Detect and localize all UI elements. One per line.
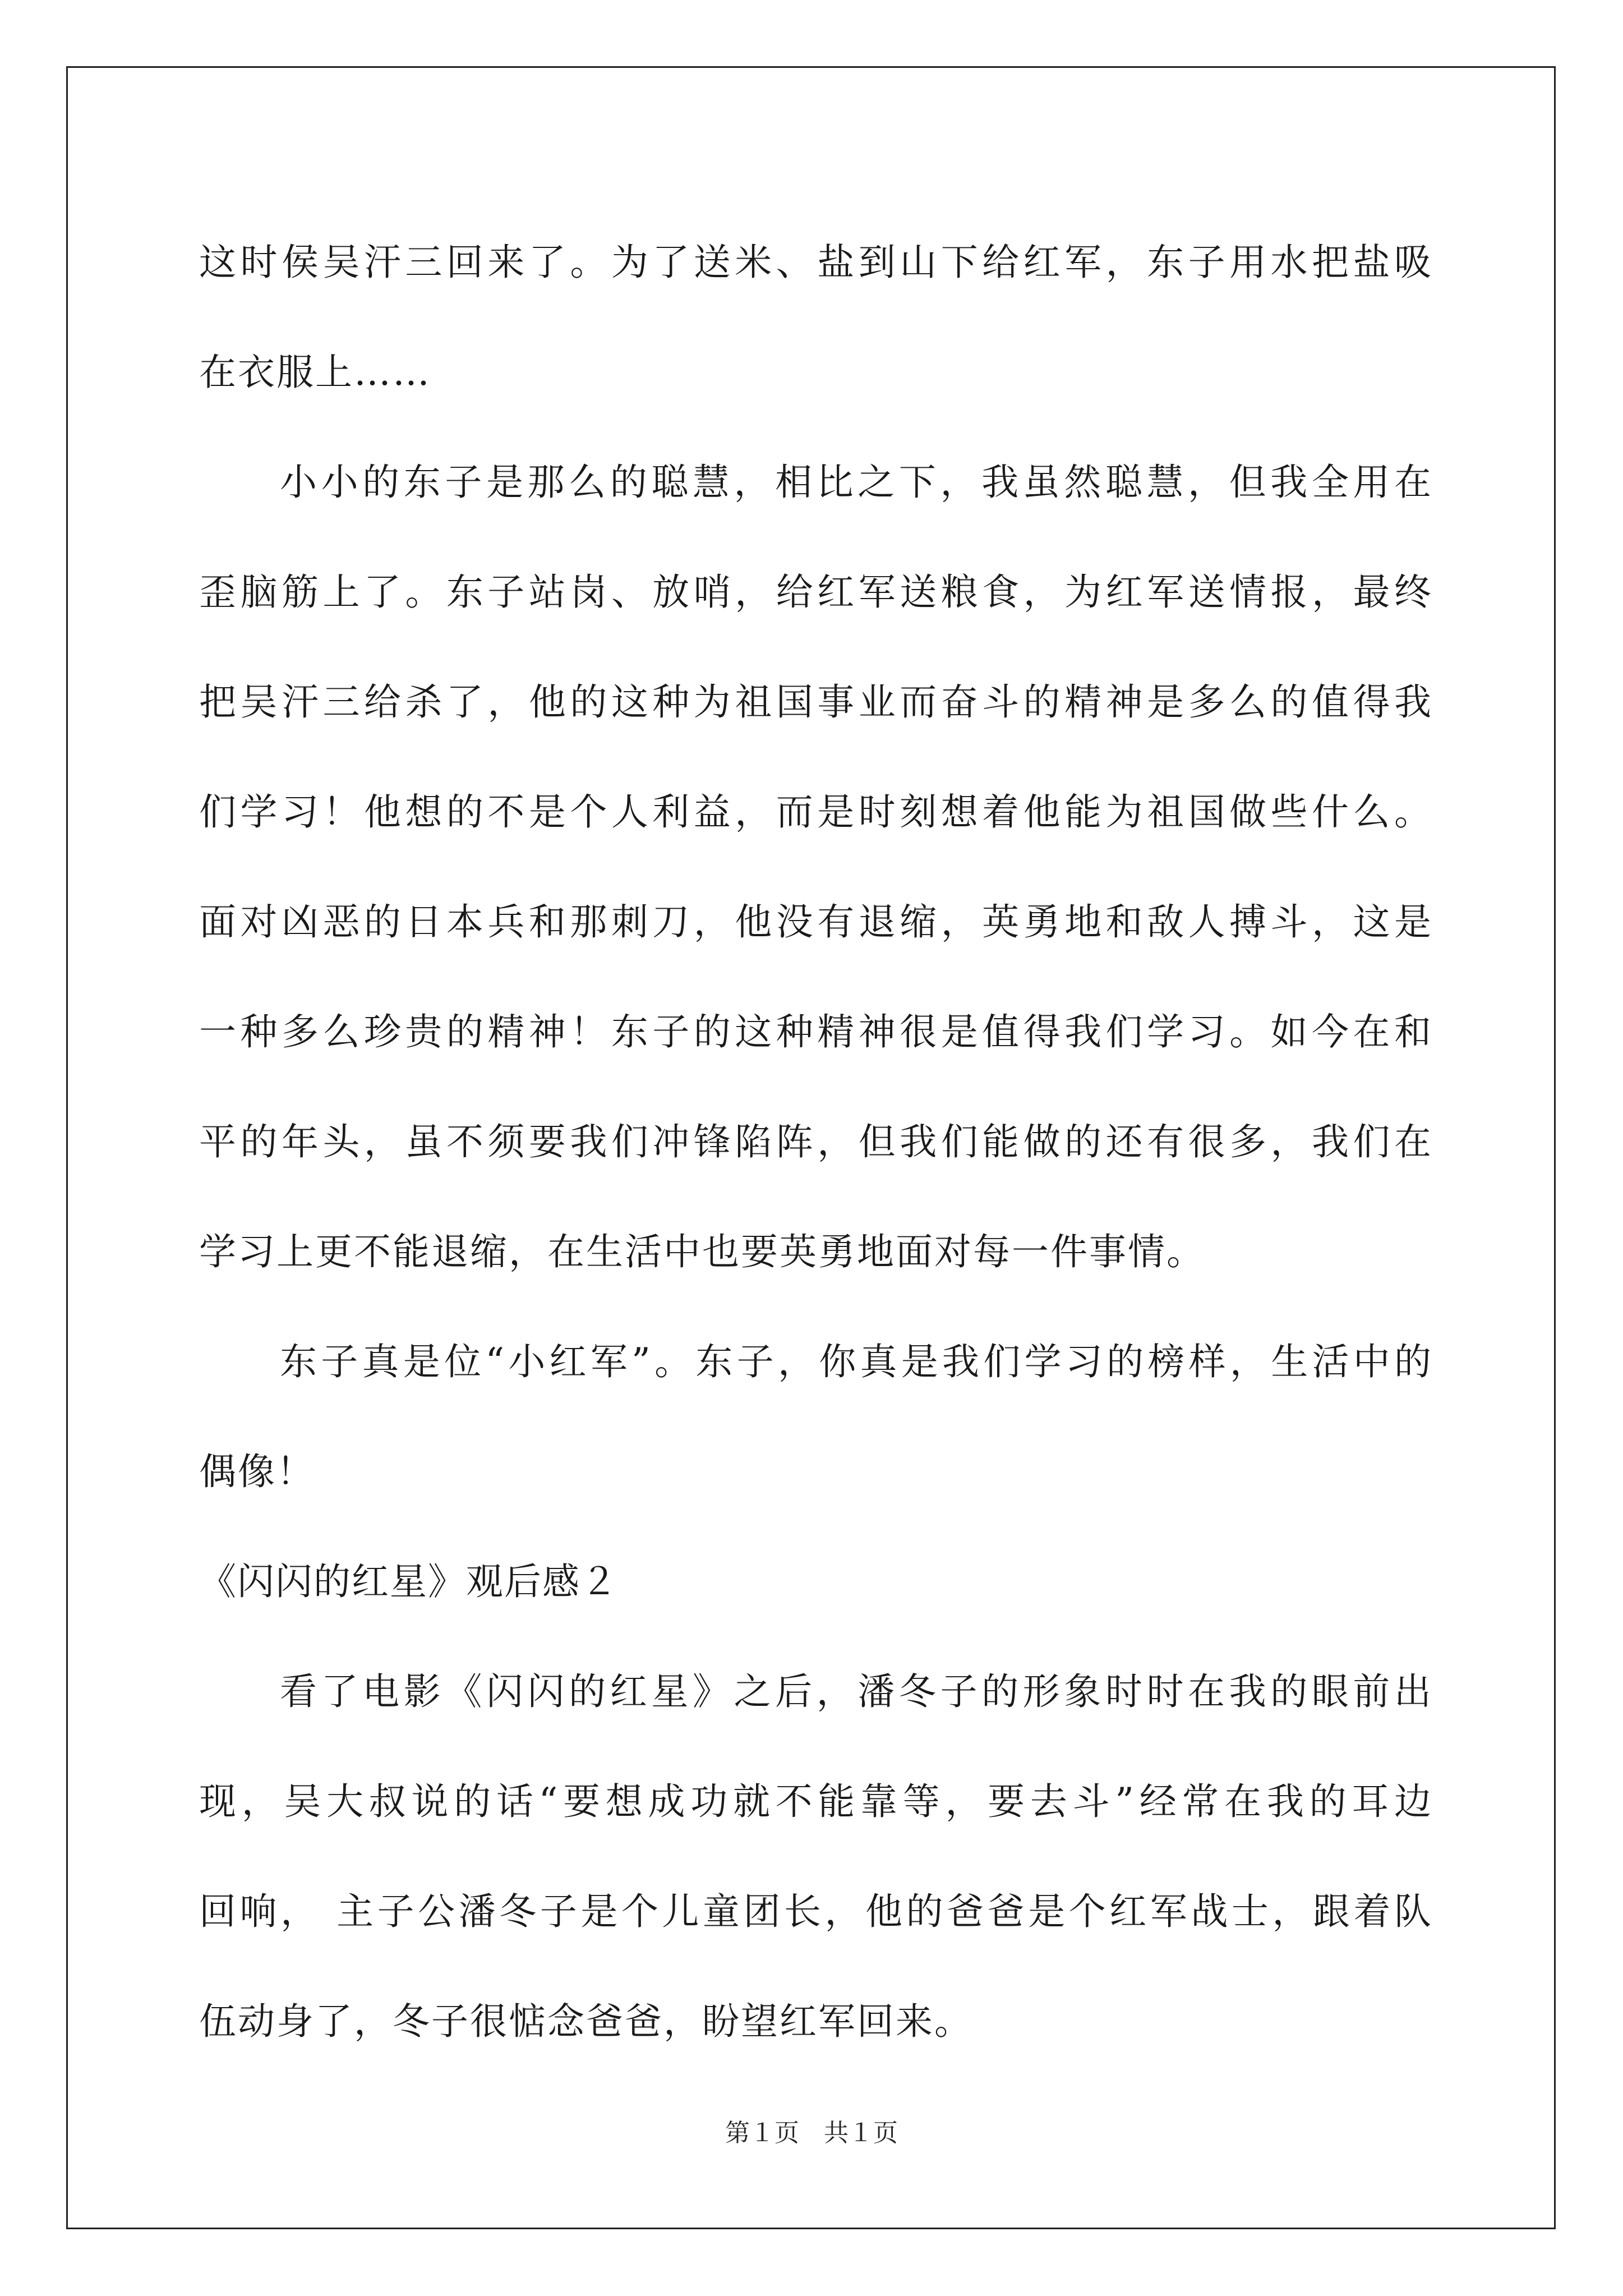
paragraph-line: 平的年头，虽不须要我们冲锋陷阵，但我们能做的还有很多，我们在 [199,1120,1433,1163]
paragraph-line: 伍动身了，冬子很惦念爸爸，盼望红军回来。 [199,2000,973,2043]
page-footer: 第１页 共１页 [725,2119,898,2147]
paragraph-line: 们学习！他想的不是个人利益，而是时刻想着他能为祖国做些什么。 [199,790,1433,834]
paragraph-line: 偶像！ [199,1450,315,1493]
paragraph-line: 现，吴大叔说的话“要想成功就不能靠等，要去斗”经常在我的耳边 [199,1780,1433,1823]
paragraph-line: 学习上更不能退缩，在生活中也要英勇地面对每一件事情。 [199,1230,1205,1273]
paragraph-line: 小小的东子是那么的聪慧，相比之下，我虽然聪慧，但我全用在 [280,461,1433,504]
paragraph-line: 东子真是位“小红军”。东子，你真是我们学习的榜样，生活中的 [280,1340,1433,1383]
paragraph-line: 歪脑筋上了。东子站岗、放哨，给红军送粮食，为红军送情报，最终 [199,570,1433,614]
paragraph-line: 把吴汗三给杀了，他的这种为祖国事业而奋斗的精神是多么的值得我 [199,680,1433,724]
paragraph-line: 这时侯吴汗三回来了。为了送米、盐到山下给红军，东子用水把盐吸 [199,241,1433,284]
paragraph-line: 一种多么珍贵的精神！东子的这种精神很是值得我们学习。如今在和 [199,1010,1433,1053]
paragraph-line: 看了电影《闪闪的红星》之后，潘冬子的形象时时在我的眼前出 [280,1670,1433,1713]
section-heading: 《闪闪的红星》观后感２ [199,1560,619,1603]
document-body [199,208,1433,2077]
paragraph-line: 在衣服上…… [199,351,431,394]
paragraph-line: 面对凶恶的日本兵和那刺刀，他没有退缩，英勇地和敌人搏斗，这是 [199,900,1433,944]
paragraph-line: 回响， 主子公潘冬子是个儿童团长，他的爸爸是个红军战士，跟着队 [199,1890,1433,1933]
